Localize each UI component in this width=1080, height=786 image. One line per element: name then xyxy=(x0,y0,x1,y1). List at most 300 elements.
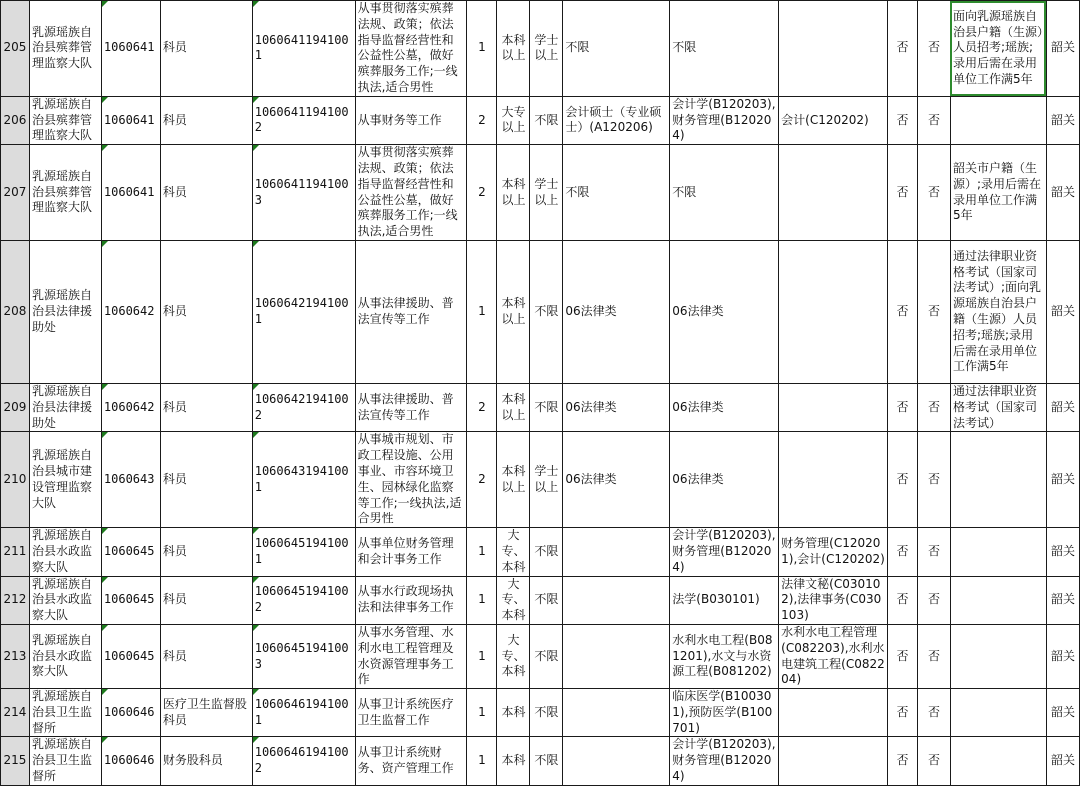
cell-major-grad[interactable] xyxy=(563,737,670,785)
cell-other[interactable] xyxy=(950,624,1046,688)
cell-other[interactable] xyxy=(950,432,1046,528)
cell-major-college[interactable] xyxy=(779,432,888,528)
comment-marker-icon xyxy=(102,145,108,151)
table-row xyxy=(1,432,1080,528)
cell-unit[interactable] xyxy=(29,528,101,576)
cell-count[interactable] xyxy=(467,1,497,97)
cell-text: 乳源瑶族自治县法律援助处 xyxy=(31,383,92,430)
cell-text: 从事水行政现场执法和法律事务工作 xyxy=(357,584,454,615)
cell-text: 211 xyxy=(3,543,27,558)
cell-other[interactable] xyxy=(950,240,1046,383)
cell-text: 不限 xyxy=(534,648,559,663)
cell-post-code[interactable] xyxy=(252,383,355,431)
cell-flag1[interactable] xyxy=(888,528,918,576)
cell-degree[interactable] xyxy=(530,689,563,737)
cell-text: 学士以上 xyxy=(534,176,559,207)
cell-post-code[interactable] xyxy=(252,576,355,624)
cell-major-bachelor[interactable] xyxy=(670,96,779,144)
cell-flag2[interactable] xyxy=(918,689,951,737)
row-header[interactable] xyxy=(1,624,30,688)
cell-text: 从事财务等工作 xyxy=(357,112,442,127)
cell-text: 本科以上 xyxy=(501,296,526,326)
cell-flag1[interactable] xyxy=(888,432,918,528)
cell-flag1[interactable] xyxy=(888,240,918,383)
cell-text: 不限 xyxy=(672,40,697,55)
row-header[interactable] xyxy=(1,383,30,431)
cell-post[interactable] xyxy=(160,624,252,688)
cell-major-bachelor[interactable] xyxy=(670,432,779,528)
cell-unit[interactable] xyxy=(29,1,101,97)
cell-text: 10606461941001 xyxy=(254,696,349,727)
cell-post[interactable] xyxy=(160,528,252,576)
table-row xyxy=(1,145,1080,241)
cell-degree[interactable] xyxy=(530,1,563,97)
cell-major-grad[interactable] xyxy=(563,689,670,737)
cell-education[interactable] xyxy=(497,528,530,576)
cell-text: 大专、本科 xyxy=(501,576,526,623)
cell-duty[interactable] xyxy=(355,432,467,528)
row-header[interactable] xyxy=(1,145,30,241)
cell-text: 韶关 xyxy=(1050,40,1075,55)
cell-city[interactable] xyxy=(1046,737,1079,785)
cell-flag2[interactable] xyxy=(918,576,951,624)
cell-text: 法学(B030101) xyxy=(672,592,760,607)
cell-text: 1 xyxy=(478,543,486,558)
cell-text: 06法律类 xyxy=(672,399,724,414)
cell-major-college[interactable] xyxy=(779,145,888,241)
cell-education[interactable] xyxy=(497,383,530,431)
cell-count[interactable] xyxy=(467,96,497,144)
cell-unit[interactable] xyxy=(29,145,101,241)
comment-marker-icon xyxy=(102,432,108,438)
cell-unit[interactable] xyxy=(29,689,101,737)
cell-text: 会计(C120202) xyxy=(781,112,869,127)
cell-degree[interactable] xyxy=(530,528,563,576)
cell-text: 通过法律职业资格考试（国家司法考试）;面向乳源瑶族自治县户籍（生源）人员招考;瑶族;录用后需在录用单位工作满5年 xyxy=(952,248,1042,374)
cell-text: 06法律类 xyxy=(672,471,724,486)
cell-count[interactable] xyxy=(467,737,497,785)
cell-duty[interactable] xyxy=(355,96,467,144)
cell-text: 1 xyxy=(478,648,486,663)
cell-post-code[interactable] xyxy=(252,240,355,383)
cell-text: 1 xyxy=(478,753,486,768)
cell-major-grad[interactable] xyxy=(563,624,670,688)
cell-major-grad[interactable] xyxy=(563,383,670,431)
cell-major-grad[interactable] xyxy=(563,576,670,624)
cell-post[interactable] xyxy=(160,576,252,624)
cell-unit[interactable] xyxy=(29,383,101,431)
cell-education[interactable] xyxy=(497,576,530,624)
cell-text: 否 xyxy=(927,543,940,558)
cell-text: 不限 xyxy=(534,112,559,127)
cell-unit-code[interactable] xyxy=(101,145,160,241)
cell-text: 韶关 xyxy=(1050,648,1075,663)
cell-major-college[interactable] xyxy=(779,528,888,576)
cell-text: 韶关 xyxy=(1050,704,1075,719)
cell-unit-code[interactable] xyxy=(101,432,160,528)
cell-duty[interactable] xyxy=(355,624,467,688)
cell-other[interactable] xyxy=(950,383,1046,431)
cell-flag1[interactable] xyxy=(888,1,918,97)
cell-major-college[interactable] xyxy=(779,737,888,785)
cell-flag2[interactable] xyxy=(918,432,951,528)
cell-flag2[interactable] xyxy=(918,1,951,97)
cell-text: 2 xyxy=(478,112,486,127)
table-row xyxy=(1,576,1080,624)
cell-text: 1060645 xyxy=(103,592,155,607)
cell-text: 1060642 xyxy=(103,304,155,319)
cell-other[interactable] xyxy=(950,689,1046,737)
cell-post-code[interactable] xyxy=(252,528,355,576)
cell-degree[interactable] xyxy=(530,383,563,431)
cell-post[interactable] xyxy=(160,145,252,241)
cell-text: 10606451941003 xyxy=(254,640,349,671)
cell-flag1[interactable] xyxy=(888,145,918,241)
cell-unit[interactable] xyxy=(29,240,101,383)
cell-text: 10606411941002 xyxy=(254,104,349,135)
cell-count[interactable] xyxy=(467,240,497,383)
cell-text: 乳源瑶族自治县水政监察大队 xyxy=(31,528,92,574)
cell-major-college[interactable] xyxy=(779,383,888,431)
row-header[interactable] xyxy=(1,689,30,737)
cell-unit-code[interactable] xyxy=(101,96,160,144)
cell-text: 2 xyxy=(478,399,486,414)
cell-text: 否 xyxy=(896,304,909,319)
cell-flag1[interactable] xyxy=(888,383,918,431)
cell-unit[interactable] xyxy=(29,737,101,785)
table-row xyxy=(1,689,1080,737)
cell-post[interactable] xyxy=(160,383,252,431)
cell-duty[interactable] xyxy=(355,383,467,431)
cell-unit-code[interactable] xyxy=(101,383,160,431)
cell-text: 2 xyxy=(478,184,486,199)
comment-marker-icon xyxy=(102,384,108,390)
cell-text: 210 xyxy=(3,471,27,486)
cell-unit-code[interactable] xyxy=(101,624,160,688)
row-header[interactable] xyxy=(1,432,30,528)
cell-text: 韶关 xyxy=(1050,471,1075,486)
cell-city[interactable] xyxy=(1046,624,1079,688)
comment-marker-icon xyxy=(102,97,108,103)
comment-marker-icon xyxy=(102,241,108,247)
cell-major-grad[interactable] xyxy=(563,528,670,576)
cell-major-grad[interactable] xyxy=(563,240,670,383)
cell-major-bachelor[interactable] xyxy=(670,1,779,97)
cell-text: 面向乳源瑶族自治县户籍（生源）人员招考;瑶族;录用后需在录用单位工作满5年 xyxy=(952,8,1043,87)
cell-text: 科员 xyxy=(162,40,187,55)
cell-text: 06法律类 xyxy=(565,304,617,319)
cell-major-college[interactable] xyxy=(779,624,888,688)
cell-major-college[interactable] xyxy=(779,689,888,737)
cell-text: 学士以上 xyxy=(534,32,559,63)
cell-text: 否 xyxy=(896,592,909,607)
cell-flag1[interactable] xyxy=(888,576,918,624)
cell-text: 从事贯彻落实殡葬法规、政策；依法指导监督经营性和公益性公墓，做好殡葬服务工作;一线执法,适合男性 xyxy=(357,145,458,239)
cell-post[interactable] xyxy=(160,689,252,737)
cell-degree[interactable] xyxy=(530,432,563,528)
cell-city[interactable] xyxy=(1046,383,1079,431)
cell-flag2[interactable] xyxy=(918,96,951,144)
cell-education[interactable] xyxy=(497,145,530,241)
comment-marker-icon xyxy=(102,1,108,7)
cell-education[interactable] xyxy=(497,737,530,785)
cell-text: 10606421941002 xyxy=(254,391,349,422)
cell-major-grad[interactable] xyxy=(563,96,670,144)
cell-post-code[interactable] xyxy=(252,1,355,97)
cell-major-bachelor[interactable] xyxy=(670,240,779,383)
cell-unit-code[interactable] xyxy=(101,240,160,383)
row-header[interactable] xyxy=(1,96,30,144)
cell-count[interactable] xyxy=(467,576,497,624)
cell-city[interactable] xyxy=(1046,432,1079,528)
cell-major-bachelor[interactable] xyxy=(670,737,779,785)
cell-text: 法律文秘(C030102),法律事务(C030103) xyxy=(781,576,882,623)
cell-major-grad[interactable] xyxy=(563,432,670,528)
cell-education[interactable] xyxy=(497,624,530,688)
cell-text: 乳源瑶族自治县殡葬管理监察大队 xyxy=(31,24,92,71)
cell-text: 213 xyxy=(3,648,27,663)
cell-flag2[interactable] xyxy=(918,624,951,688)
cell-major-bachelor[interactable] xyxy=(670,576,779,624)
cell-text: 大专以上 xyxy=(501,104,526,135)
comment-marker-icon xyxy=(253,689,259,695)
cell-education[interactable] xyxy=(497,689,530,737)
cell-flag1[interactable] xyxy=(888,624,918,688)
cell-duty[interactable] xyxy=(355,240,467,383)
cell-unit[interactable] xyxy=(29,96,101,144)
cell-unit-code[interactable] xyxy=(101,576,160,624)
cell-text: 1060641 xyxy=(103,112,155,127)
cell-education[interactable] xyxy=(497,240,530,383)
cell-text: 本科 xyxy=(501,704,526,719)
cell-text: 从事法律援助、普法宣传等工作 xyxy=(357,391,454,422)
cell-text: 1060646 xyxy=(103,753,155,768)
cell-text: 科员 xyxy=(162,184,187,199)
cell-duty[interactable] xyxy=(355,689,467,737)
cell-text: 否 xyxy=(927,40,940,55)
cell-city[interactable] xyxy=(1046,689,1079,737)
cell-text: 韶关市户籍（生源）;录用后需在录用单位工作满5年 xyxy=(952,160,1042,223)
cell-text: 不限 xyxy=(565,184,590,199)
cell-text: 不限 xyxy=(534,304,559,319)
cell-text: 乳源瑶族自治县卫生监督所 xyxy=(31,737,92,784)
table-row xyxy=(1,240,1080,383)
cell-flag1[interactable] xyxy=(888,96,918,144)
cell-city[interactable] xyxy=(1046,1,1079,97)
cell-other[interactable] xyxy=(950,96,1046,144)
cell-text: 乳源瑶族自治县法律援助处 xyxy=(31,288,92,334)
cell-post-code[interactable] xyxy=(252,689,355,737)
cell-flag1[interactable] xyxy=(888,737,918,785)
cell-text: 1060645 xyxy=(103,543,155,558)
cell-text: 1 xyxy=(478,592,486,607)
cell-duty[interactable] xyxy=(355,576,467,624)
cell-text: 乳源瑶族自治县殡葬管理监察大队 xyxy=(31,168,92,215)
cell-text: 214 xyxy=(3,704,27,719)
cell-unit-code[interactable] xyxy=(101,689,160,737)
cell-major-bachelor[interactable] xyxy=(670,383,779,431)
cell-text: 1060645 xyxy=(103,648,155,663)
cell-count[interactable] xyxy=(467,528,497,576)
cell-text: 韶关 xyxy=(1050,753,1075,768)
cell-unit[interactable] xyxy=(29,624,101,688)
cell-text: 不限 xyxy=(534,399,559,414)
cell-text: 10606411941001 xyxy=(254,32,349,63)
cell-text: 205 xyxy=(3,40,27,55)
cell-unit[interactable] xyxy=(29,576,101,624)
cell-post[interactable] xyxy=(160,432,252,528)
table-row xyxy=(1,1,1080,97)
cell-post-code[interactable] xyxy=(252,624,355,688)
cell-degree[interactable] xyxy=(530,96,563,144)
cell-unit-code[interactable] xyxy=(101,737,160,785)
cell-text: 会计硕士（专业硕士）(A120206) xyxy=(565,104,662,135)
comment-marker-icon xyxy=(253,1,259,7)
cell-major-grad[interactable] xyxy=(563,1,670,97)
cell-other[interactable] xyxy=(950,1,1046,97)
cell-text: 韶关 xyxy=(1050,304,1075,319)
cell-major-bachelor[interactable] xyxy=(670,528,779,576)
cell-major-college[interactable] xyxy=(779,96,888,144)
cell-text: 否 xyxy=(927,112,940,127)
cell-text: 乳源瑶族自治县水政监察大队 xyxy=(31,576,92,623)
cell-text: 韶关 xyxy=(1050,543,1075,558)
cell-text: 否 xyxy=(896,543,909,558)
cell-text: 韶关 xyxy=(1050,184,1075,199)
cell-text: 否 xyxy=(927,471,940,486)
cell-degree[interactable] xyxy=(530,576,563,624)
cell-count[interactable] xyxy=(467,624,497,688)
cell-flag2[interactable] xyxy=(918,145,951,241)
row-header[interactable] xyxy=(1,737,30,785)
cell-text: 10606451941001 xyxy=(254,536,349,566)
cell-major-grad[interactable] xyxy=(563,145,670,241)
cell-text: 不限 xyxy=(534,704,559,719)
cell-post[interactable] xyxy=(160,96,252,144)
cell-text: 本科以上 xyxy=(501,463,526,494)
cell-text: 否 xyxy=(927,704,940,719)
cell-unit[interactable] xyxy=(29,432,101,528)
cell-flag2[interactable] xyxy=(918,383,951,431)
cell-text: 从事单位财务管理和会计事务工作 xyxy=(357,536,454,566)
cell-city[interactable] xyxy=(1046,240,1079,383)
cell-count[interactable] xyxy=(467,145,497,241)
comment-marker-icon xyxy=(102,577,108,583)
cell-major-bachelor[interactable] xyxy=(670,624,779,688)
cell-other[interactable] xyxy=(950,145,1046,241)
cell-text: 从事卫计系统财务、资产管理工作 xyxy=(357,745,454,776)
comment-marker-icon xyxy=(253,577,259,583)
cell-city[interactable] xyxy=(1046,145,1079,241)
cell-text: 06法律类 xyxy=(672,304,724,319)
cell-text: 207 xyxy=(3,184,27,199)
cell-text: 会计学(B120203),财务管理(B120204) xyxy=(672,528,776,574)
row-header[interactable] xyxy=(1,1,30,97)
cell-duty[interactable] xyxy=(355,737,467,785)
comment-marker-icon xyxy=(253,145,259,151)
cell-degree[interactable] xyxy=(530,240,563,383)
cell-text: 否 xyxy=(896,112,909,127)
cell-degree[interactable] xyxy=(530,145,563,241)
cell-text: 1 xyxy=(478,304,486,319)
cell-education[interactable] xyxy=(497,96,530,144)
cell-text: 临床医学(B100301),预防医学(B100701) xyxy=(672,689,773,735)
cell-post-code[interactable] xyxy=(252,432,355,528)
cell-text: 1060641 xyxy=(103,184,155,199)
cell-text: 本科以上 xyxy=(501,391,526,422)
cell-other[interactable] xyxy=(950,528,1046,576)
cell-text: 科员 xyxy=(162,648,187,663)
cell-duty[interactable] xyxy=(355,145,467,241)
cell-flag1[interactable] xyxy=(888,689,918,737)
row-header[interactable] xyxy=(1,528,30,576)
cell-post-code[interactable] xyxy=(252,145,355,241)
cell-text: 本科以上 xyxy=(501,176,526,207)
cell-text: 否 xyxy=(896,471,909,486)
cell-text: 10606411941003 xyxy=(254,176,349,207)
cell-text: 乳源瑶族自治县殡葬管理监察大队 xyxy=(31,96,92,143)
cell-other[interactable] xyxy=(950,737,1046,785)
cell-post-code[interactable] xyxy=(252,96,355,144)
row-header[interactable] xyxy=(1,240,30,383)
cell-text: 否 xyxy=(927,399,940,414)
cell-unit-code[interactable] xyxy=(101,528,160,576)
comment-marker-icon xyxy=(253,737,259,743)
comment-marker-icon xyxy=(253,528,259,534)
cell-major-college[interactable] xyxy=(779,1,888,97)
cell-post-code[interactable] xyxy=(252,737,355,785)
cell-flag2[interactable] xyxy=(918,240,951,383)
cell-major-bachelor[interactable] xyxy=(670,689,779,737)
cell-text: 科员 xyxy=(162,399,187,414)
cell-count[interactable] xyxy=(467,689,497,737)
cell-text: 水利水电工程管理(C082203),水利水电建筑工程(C082204) xyxy=(781,624,885,687)
cell-text: 科员 xyxy=(162,112,187,127)
cell-count[interactable] xyxy=(467,432,497,528)
cell-major-college[interactable] xyxy=(779,240,888,383)
comment-marker-icon xyxy=(102,625,108,631)
cell-unit-code[interactable] xyxy=(101,1,160,97)
cell-text: 不限 xyxy=(534,592,559,607)
cell-duty[interactable] xyxy=(355,1,467,97)
cell-post[interactable] xyxy=(160,737,252,785)
row-header[interactable] xyxy=(1,576,30,624)
cell-degree[interactable] xyxy=(530,624,563,688)
cell-text: 否 xyxy=(896,704,909,719)
cell-post[interactable] xyxy=(160,1,252,97)
comment-marker-icon xyxy=(102,737,108,743)
cell-flag2[interactable] xyxy=(918,737,951,785)
cell-count[interactable] xyxy=(467,383,497,431)
cell-text: 通过法律职业资格考试（国家司法考试） xyxy=(952,383,1037,430)
cell-degree[interactable] xyxy=(530,737,563,785)
table-row xyxy=(1,624,1080,688)
cell-post[interactable] xyxy=(160,240,252,383)
cell-duty[interactable] xyxy=(355,528,467,576)
cell-city[interactable] xyxy=(1046,96,1079,144)
cell-text: 1 xyxy=(478,704,486,719)
cell-text: 从事法律援助、普法宣传等工作 xyxy=(357,296,454,326)
cell-city[interactable] xyxy=(1046,576,1079,624)
cell-education[interactable] xyxy=(497,432,530,528)
cell-flag2[interactable] xyxy=(918,528,951,576)
cell-city[interactable] xyxy=(1046,528,1079,576)
cell-major-college[interactable] xyxy=(779,576,888,624)
cell-other[interactable] xyxy=(950,576,1046,624)
cell-text: 财务股科员 xyxy=(162,753,223,768)
cell-education[interactable] xyxy=(497,1,530,97)
cell-major-bachelor[interactable] xyxy=(670,145,779,241)
